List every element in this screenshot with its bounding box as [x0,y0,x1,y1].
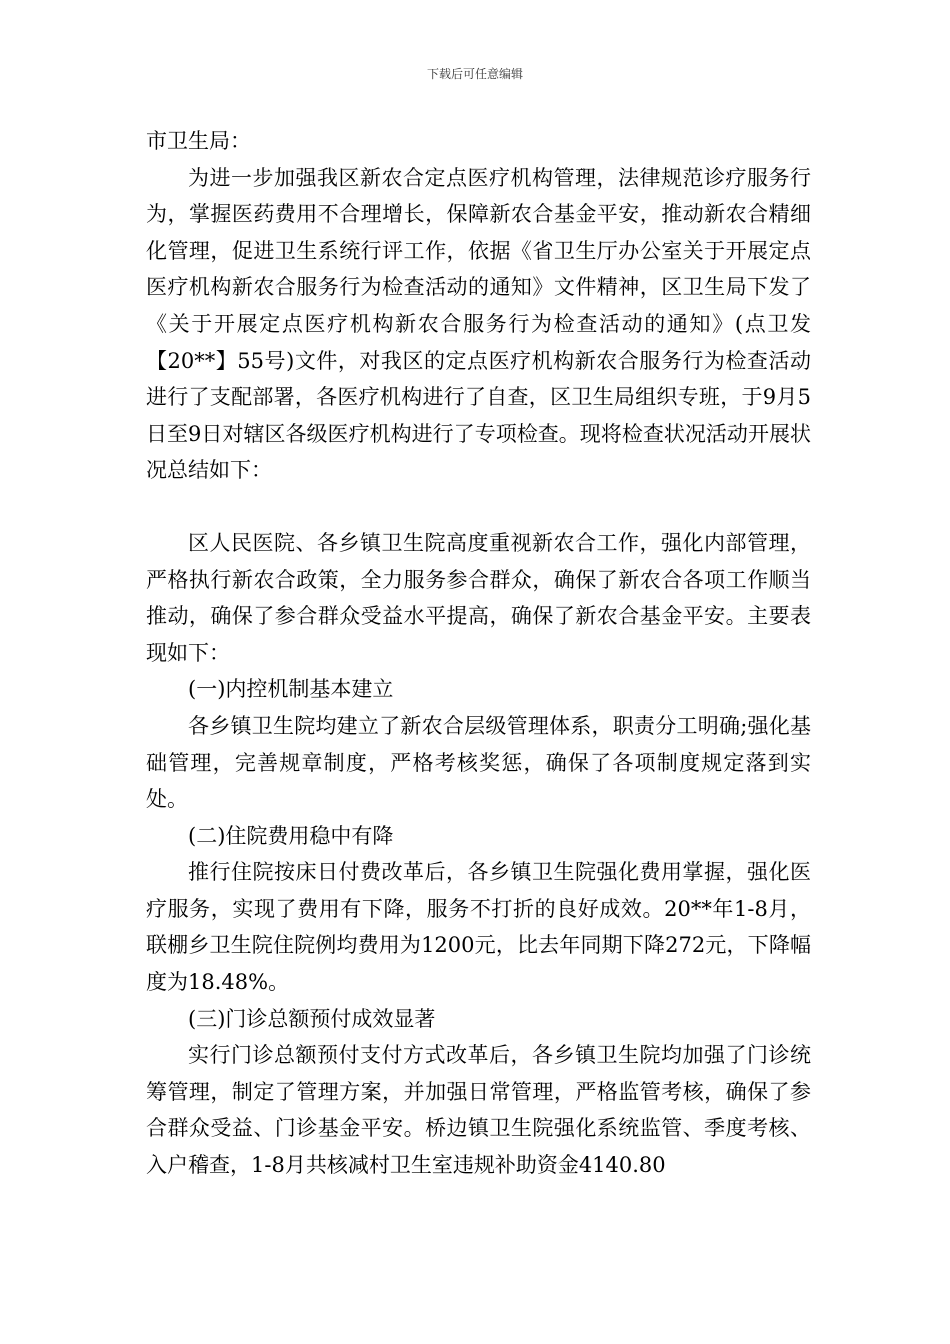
overview-paragraph: 区人民医院、各乡镇卫生院高度重视新农合工作，强化内部管理，严格执行新农合政策，全力服务参合群众，确保了新农合各项工作顺当推动，确保了参合群众受益水平提高，确保了新农合基金平安。主要表现如下： [146,530,811,665]
section-heading-1: (一)内控机制基本建立 [188,677,394,702]
section-body-3: 实行门诊总额预付支付方式改革后，各乡镇卫生院均加强了门诊统筹管理，制定了管理方案，并加强日常管理，严格监管考核，确保了参合群众受益、门诊基金平安。桥边镇卫生院强化系统监管、季度考核、入户稽查，1-8月共核减村卫生室违规补助资金4140.80 [146,1043,811,1178]
section-heading-2: (二)住院费用稳中有降 [188,823,394,848]
section-body-1: 各乡镇卫生院均建立了新农合层级管理体系，职责分工明确;强化基础管理，完善规章制度，严格考核奖惩，确保了各项制度规定落到实处。 [146,713,811,812]
paragraph-gap [146,489,811,525]
page-header: 下载后可任意编辑 [426,67,523,81]
document-body [146,123,811,1184]
salutation: 市卫生局： [146,129,251,153]
intro-paragraph: 为进一步加强我区新农合定点医疗机构管理，法律规范诊疗服务行为，掌握医药费用不合理增长，保障新农合基金平安，推动新农合精细化管理，促进卫生系统行评工作，依据《省卫生厅办公室关于开展定点医疗机构新农合服务行为检查活动的通知》文件精神，区卫生局下发了《关于开展定点医疗机构新农合服务行为检查活动的通知》(点卫发【20**】55号)文件，对我区的定点医疗机构新农合服务行为检查活动进行了支配部署，各医疗机构进行了自查，区卫生局组织专班，于9月5日至9日对辖区各级医疗机构进行了专项检查。现将检查状况活动开展状况总结如下： [146,165,811,483]
section-heading-3: (三)门诊总额预付成效显著 [188,1006,436,1031]
section-body-2: 推行住院按床日付费改革后，各乡镇卫生院强化费用掌握，强化医疗服务，实现了费用有下降，服务不打折的良好成效。20**年1-8月，联棚乡卫生院住院例均费用为1200元，比去年同期下降272元，下降幅度为18.48%。 [146,860,811,995]
